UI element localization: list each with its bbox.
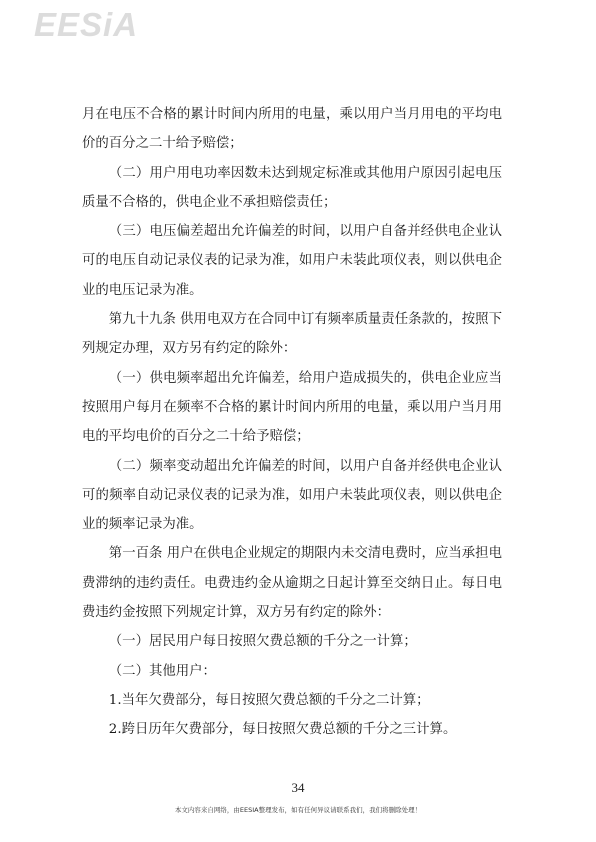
paragraph: （二）其他用户： xyxy=(108,663,216,679)
article-100-paragraph: 第一百条 用户在供电企业规定的期限内未交清电费时，应当承担电费滞纳的违约责任。电费违约金从逾期之日起计算至交纳日止。每日电费违约金按照下列规定计算，双方另有约定的除外： xyxy=(82,546,502,621)
paragraph: 月在电压不合格的累计时间内所用的电量，乘以用户当月用电的平均电价的百分之二十给予赔偿； xyxy=(82,107,502,152)
document-body xyxy=(82,100,502,745)
page-number: 34 xyxy=(291,780,305,795)
paragraph: 2.跨日历年欠费部分，每日按照欠费总额的千分之三计算。 xyxy=(108,722,457,738)
paragraph: （一）供电频率超出允许偏差，给用户造成损失的，供电企业应当按照用户每月在频率不合格的累计时间内所用的电量，乘以用户当月用电的平均电价的百分之二十给予赔偿； xyxy=(82,370,502,445)
footer-disclaimer: 本文内容来自网络，由EESIA整理发布，如有任何异议请联系我们，我们将删除处理！ xyxy=(174,806,422,814)
paragraph: （三）电压偏差超出允许偏差的时间，以用户自备并经供电企业认可的电压自动记录仪表的记录为准，如用户未装此项仪表，则以供电企业的电压记录为准。 xyxy=(82,224,502,298)
eesia-logo: EESiA xyxy=(34,6,139,43)
paragraph: （一）居民用户每日按照欠费总额的千分之一计算； xyxy=(108,634,417,650)
paragraph: （二）频率变动超出允许偏差的时间，以用户自备并经供电企业认可的频率自动记录仪表的记录为准，如用户未装此项仪表，则以供电企业的频率记录为准。 xyxy=(82,458,502,533)
article-99-paragraph: 第九十九条 供用电双方在合同中订有频率质量责任条款的，按照下列规定办理，双方另有约定的除外： xyxy=(82,312,502,357)
paragraph: （二）用户用电功率因数未达到规定标准或其他用户原因引起电压质量不合格的，供电企业不承担赔偿责任； xyxy=(82,165,502,210)
paragraph: 1.当年欠费部分，每日按照欠费总额的千分之二计算； xyxy=(108,692,430,708)
